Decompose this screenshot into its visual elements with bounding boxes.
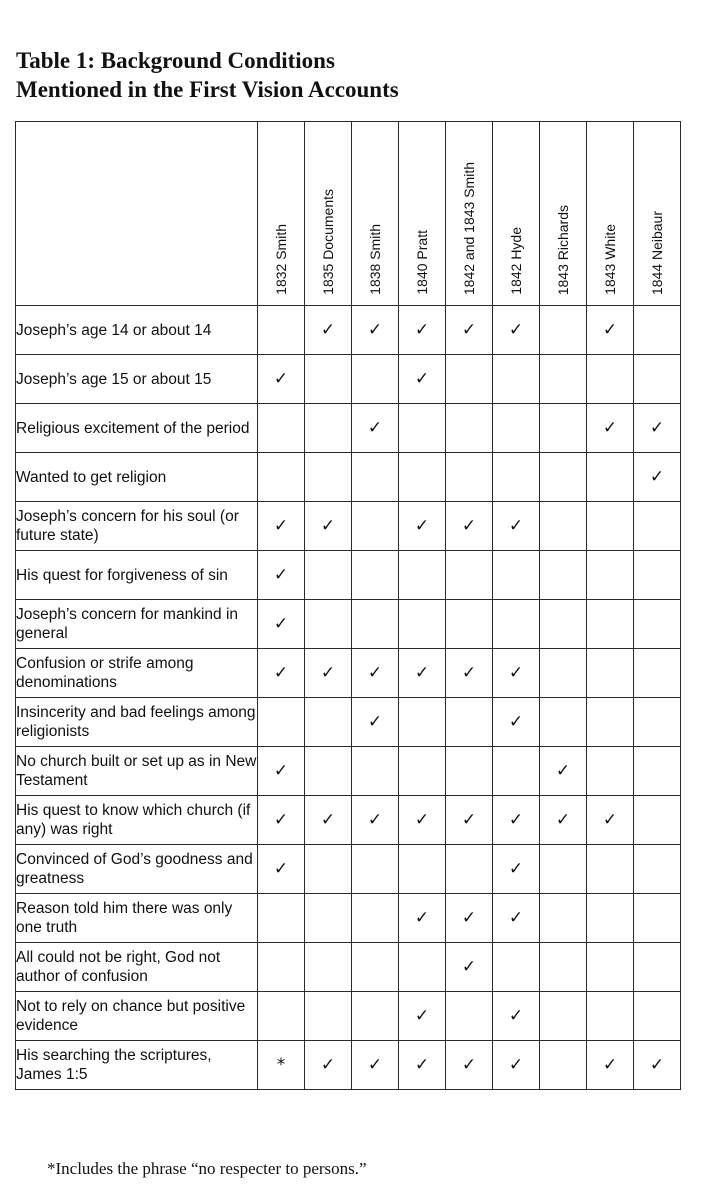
empty-cell — [587, 453, 634, 502]
table-row — [16, 747, 681, 796]
empty-cell — [446, 404, 493, 453]
empty-cell — [634, 306, 681, 355]
row-label: All could not be right, God not author of confusion — [16, 943, 258, 992]
checkmark-icon: ✓ — [493, 649, 540, 698]
empty-cell — [634, 796, 681, 845]
table-row — [16, 1041, 681, 1090]
row-label: Confusion or strife among denominations — [16, 649, 258, 698]
row-label: Joseph’s age 14 or about 14 — [16, 306, 258, 355]
empty-cell — [540, 404, 587, 453]
checkmark-icon: ✓ — [399, 306, 446, 355]
column-header — [305, 122, 352, 306]
column-header — [634, 122, 681, 306]
checkmark-icon: ✓ — [399, 796, 446, 845]
checkmark-icon: ✓ — [540, 796, 587, 845]
empty-cell — [446, 453, 493, 502]
empty-cell — [305, 551, 352, 600]
checkmark-icon: ✓ — [446, 502, 493, 551]
empty-cell — [352, 845, 399, 894]
empty-cell — [352, 600, 399, 649]
empty-cell — [305, 453, 352, 502]
empty-cell — [446, 992, 493, 1041]
table-row — [16, 845, 681, 894]
row-label: No church built or set up as in New Testament — [16, 747, 258, 796]
checkmark-icon: ✓ — [399, 649, 446, 698]
checkmark-icon: ✓ — [446, 1041, 493, 1090]
table-row — [16, 453, 681, 502]
empty-cell — [540, 551, 587, 600]
column-header-label: 1838 Smith — [367, 224, 383, 295]
column-header — [258, 122, 305, 306]
empty-cell — [587, 845, 634, 894]
empty-cell — [305, 355, 352, 404]
checkmark-icon: ✓ — [352, 796, 399, 845]
checkmark-icon: ✓ — [493, 894, 540, 943]
empty-cell — [352, 355, 399, 404]
row-label: Wanted to get religion — [16, 453, 258, 502]
column-header — [399, 122, 446, 306]
empty-cell — [540, 306, 587, 355]
checkmark-icon: ✓ — [258, 747, 305, 796]
empty-cell — [446, 747, 493, 796]
header-corner — [16, 122, 258, 306]
empty-cell — [305, 845, 352, 894]
checkmark-icon: ✓ — [399, 894, 446, 943]
empty-cell — [399, 698, 446, 747]
empty-cell — [493, 551, 540, 600]
empty-cell — [399, 600, 446, 649]
empty-cell — [540, 355, 587, 404]
checkmark-icon: ✓ — [305, 502, 352, 551]
column-header-label: 1835 Documents — [320, 189, 336, 295]
checkmark-icon: ✓ — [493, 992, 540, 1041]
table-row — [16, 404, 681, 453]
empty-cell — [399, 747, 446, 796]
empty-cell — [399, 453, 446, 502]
empty-cell — [446, 600, 493, 649]
table-row — [16, 943, 681, 992]
empty-cell — [587, 600, 634, 649]
row-label: Reason told him there was only one truth — [16, 894, 258, 943]
checkmark-icon: ✓ — [258, 502, 305, 551]
empty-cell — [634, 649, 681, 698]
checkmark-icon: ✓ — [446, 943, 493, 992]
checkmark-icon: ✓ — [305, 649, 352, 698]
empty-cell — [305, 894, 352, 943]
checkmark-icon: ✓ — [352, 306, 399, 355]
empty-cell — [305, 698, 352, 747]
empty-cell — [587, 698, 634, 747]
checkmark-icon: ✓ — [258, 796, 305, 845]
checkmark-icon: ✓ — [352, 649, 399, 698]
empty-cell — [587, 649, 634, 698]
empty-cell — [258, 894, 305, 943]
row-label: Insincerity and bad feelings among religionists — [16, 698, 258, 747]
empty-cell — [493, 747, 540, 796]
empty-cell — [540, 698, 587, 747]
empty-cell — [493, 943, 540, 992]
empty-cell — [305, 747, 352, 796]
column-header-label: 1842 and 1843 Smith — [461, 161, 477, 295]
empty-cell — [587, 747, 634, 796]
table-title-line-1: Table 1: Background Conditions — [16, 48, 335, 73]
row-label: His quest for forgiveness of sin — [16, 551, 258, 600]
checkmark-icon: ✓ — [399, 355, 446, 404]
empty-cell — [446, 355, 493, 404]
row-label: Joseph’s age 15 or about 15 — [16, 355, 258, 404]
empty-cell — [540, 453, 587, 502]
checkmark-icon: ✓ — [352, 404, 399, 453]
empty-cell — [540, 845, 587, 894]
checkmark-icon: ✓ — [258, 649, 305, 698]
checkmark-icon: ✓ — [587, 796, 634, 845]
empty-cell — [446, 845, 493, 894]
empty-cell — [399, 551, 446, 600]
checkmark-icon: ✓ — [540, 747, 587, 796]
empty-cell — [634, 747, 681, 796]
empty-cell — [634, 502, 681, 551]
empty-cell — [540, 943, 587, 992]
empty-cell — [587, 992, 634, 1041]
checkmark-icon: ✓ — [258, 355, 305, 404]
empty-cell — [305, 992, 352, 1041]
table-row — [16, 600, 681, 649]
empty-cell — [493, 453, 540, 502]
checkmark-icon: ✓ — [399, 1041, 446, 1090]
empty-cell — [540, 894, 587, 943]
column-header-label: 1842 Hyde — [508, 227, 524, 295]
checkmark-icon: ✓ — [587, 306, 634, 355]
empty-cell — [540, 649, 587, 698]
empty-cell — [634, 355, 681, 404]
checkmark-icon: ✓ — [587, 1041, 634, 1090]
checkmark-icon: ✓ — [446, 306, 493, 355]
table-row — [16, 306, 681, 355]
table-body — [16, 306, 681, 1090]
table-row — [16, 502, 681, 551]
column-header — [493, 122, 540, 306]
empty-cell — [258, 943, 305, 992]
checkmark-icon: ✓ — [446, 796, 493, 845]
checkmark-icon: ✓ — [305, 306, 352, 355]
column-header-label: 1844 Neibaur — [649, 210, 665, 295]
column-header — [352, 122, 399, 306]
empty-cell — [258, 453, 305, 502]
empty-cell — [634, 992, 681, 1041]
checkmark-icon: ✓ — [587, 404, 634, 453]
checkmark-icon: ✓ — [446, 649, 493, 698]
empty-cell — [540, 1041, 587, 1090]
empty-cell — [587, 943, 634, 992]
checkmark-icon: ✓ — [493, 502, 540, 551]
checkmark-icon: ✓ — [399, 992, 446, 1041]
checkmark-icon: ✓ — [399, 502, 446, 551]
checkmark-icon: ✓ — [493, 306, 540, 355]
checkmark-icon: ✓ — [446, 894, 493, 943]
empty-cell — [399, 943, 446, 992]
table-title — [16, 46, 676, 104]
empty-cell — [258, 306, 305, 355]
empty-cell — [634, 600, 681, 649]
checkmark-icon: ✓ — [493, 845, 540, 894]
checkmark-icon: ✓ — [258, 600, 305, 649]
column-header — [446, 122, 493, 306]
empty-cell — [446, 698, 493, 747]
empty-cell — [634, 845, 681, 894]
empty-cell — [258, 698, 305, 747]
checkmark-icon: ✓ — [634, 1041, 681, 1090]
empty-cell — [352, 453, 399, 502]
empty-cell — [305, 943, 352, 992]
empty-cell — [258, 992, 305, 1041]
empty-cell — [493, 355, 540, 404]
empty-cell — [634, 551, 681, 600]
column-header-label: 1843 White — [602, 224, 618, 295]
column-header-label: 1832 Smith — [273, 224, 289, 295]
checkmark-icon: ✓ — [493, 1041, 540, 1090]
column-header — [540, 122, 587, 306]
empty-cell — [587, 894, 634, 943]
column-header-label: 1840 Pratt — [414, 230, 430, 295]
first-vision-table — [15, 121, 681, 1090]
empty-cell — [352, 943, 399, 992]
row-label: Convinced of God’s goodness and greatness — [16, 845, 258, 894]
table-row — [16, 894, 681, 943]
checkmark-icon: ✓ — [352, 1041, 399, 1090]
empty-cell — [540, 992, 587, 1041]
table-row — [16, 796, 681, 845]
empty-cell — [352, 747, 399, 796]
checkmark-icon: ✓ — [258, 845, 305, 894]
table-row — [16, 649, 681, 698]
checkmark-icon: ✓ — [305, 1041, 352, 1090]
footnote: *Includes the phrase “no respecter to persons.” — [47, 1159, 367, 1178]
table-title-line-2: Mentioned in the First Vision Accounts — [16, 77, 399, 102]
column-header — [587, 122, 634, 306]
empty-cell — [352, 992, 399, 1041]
empty-cell — [352, 551, 399, 600]
row-label: Joseph’s concern for his soul (or future state) — [16, 502, 258, 551]
row-label: Joseph’s concern for mankind in general — [16, 600, 258, 649]
empty-cell — [540, 502, 587, 551]
empty-cell — [587, 551, 634, 600]
empty-cell — [258, 404, 305, 453]
empty-cell — [634, 698, 681, 747]
empty-cell — [493, 404, 540, 453]
empty-cell — [634, 894, 681, 943]
row-label: His searching the scriptures, James 1:5 — [16, 1041, 258, 1090]
table-row — [16, 355, 681, 404]
empty-cell — [305, 600, 352, 649]
checkmark-icon: ✓ — [493, 698, 540, 747]
empty-cell — [352, 894, 399, 943]
header-row — [16, 122, 681, 306]
empty-cell — [352, 502, 399, 551]
empty-cell — [540, 600, 587, 649]
empty-cell — [446, 551, 493, 600]
checkmark-icon: ✓ — [352, 698, 399, 747]
checkmark-icon: ✓ — [634, 404, 681, 453]
empty-cell — [587, 355, 634, 404]
table-row — [16, 551, 681, 600]
empty-cell — [493, 600, 540, 649]
row-label: Not to rely on chance but positive evidence — [16, 992, 258, 1041]
checkmark-icon: ✓ — [634, 453, 681, 502]
empty-cell — [634, 943, 681, 992]
table-row — [16, 698, 681, 747]
empty-cell — [587, 502, 634, 551]
column-header-label: 1843 Richards — [555, 204, 571, 295]
row-label: Religious excitement of the period — [16, 404, 258, 453]
checkmark-icon: ✓ — [305, 796, 352, 845]
table-row — [16, 992, 681, 1041]
checkmark-icon: ✓ — [258, 551, 305, 600]
empty-cell — [399, 845, 446, 894]
checkmark-icon: ✓ — [493, 796, 540, 845]
empty-cell — [399, 404, 446, 453]
asterisk-mark: * — [258, 1041, 305, 1090]
empty-cell — [305, 404, 352, 453]
row-label: His quest to know which church (if any) was right — [16, 796, 258, 845]
